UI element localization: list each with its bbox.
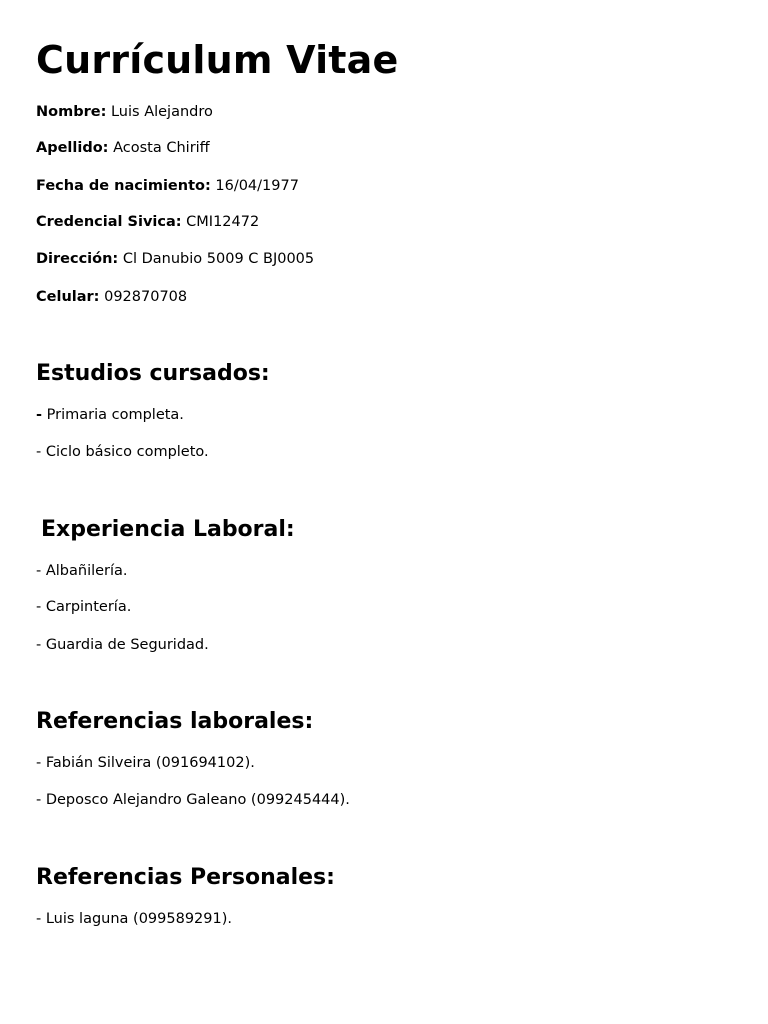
- fecha-nacimiento-line: [36, 176, 299, 196]
- celular-label: Celular:: [36, 289, 100, 305]
- list-item: - Luis laguna (099589291).: [36, 911, 232, 927]
- fecha-nacimiento-label: Fecha de nacimiento:: [36, 178, 211, 194]
- list-item: - Deposco Alejandro Galeano (099245444).: [36, 792, 350, 808]
- list-item: - Fabián Silveira (091694102).: [36, 755, 255, 771]
- list-item-text: Ciclo básico completo.: [45, 444, 209, 460]
- fecha-nacimiento-value: 16/04/1977: [215, 178, 299, 194]
- list-item-dash: -: [36, 407, 43, 423]
- celular-line: [36, 287, 187, 307]
- nombre-label: Nombre:: [36, 104, 107, 120]
- list-item: - Guardia de Seguridad.: [36, 637, 209, 653]
- list-item: - Carpintería.: [36, 599, 132, 615]
- list-item: - Albañilería.: [36, 563, 128, 579]
- ref-laborales-heading: Referencias laborales:: [36, 709, 314, 734]
- direccion-line: [36, 249, 314, 269]
- credencial-value: CMI12472: [186, 214, 260, 230]
- nombre-value: Luis Alejandro: [110, 104, 213, 120]
- celular-value: 092870708: [104, 289, 188, 305]
- list-item-dash: -: [36, 444, 42, 460]
- direccion-value: Cl Danubio 5009 C BJ0005: [122, 251, 315, 267]
- experiencia-heading: Experiencia Laboral:: [41, 517, 295, 542]
- apellido-line: [36, 138, 210, 158]
- apellido-label: Apellido:: [36, 140, 109, 156]
- apellido-value: Acosta Chiriff: [113, 140, 210, 156]
- credencial-line: [36, 212, 259, 232]
- ref-personales-heading: Referencias Personales:: [36, 865, 335, 890]
- list-item-text: Primaria completa.: [46, 407, 184, 423]
- credencial-label: Credencial Sivica:: [36, 214, 182, 230]
- estudios-heading: Estudios cursados:: [36, 361, 270, 386]
- list-item: [36, 405, 184, 425]
- nombre-line: [36, 102, 213, 122]
- list-item: [36, 442, 209, 462]
- page-title: Currículum Vitae: [36, 38, 399, 82]
- direccion-label: Dirección:: [36, 251, 119, 267]
